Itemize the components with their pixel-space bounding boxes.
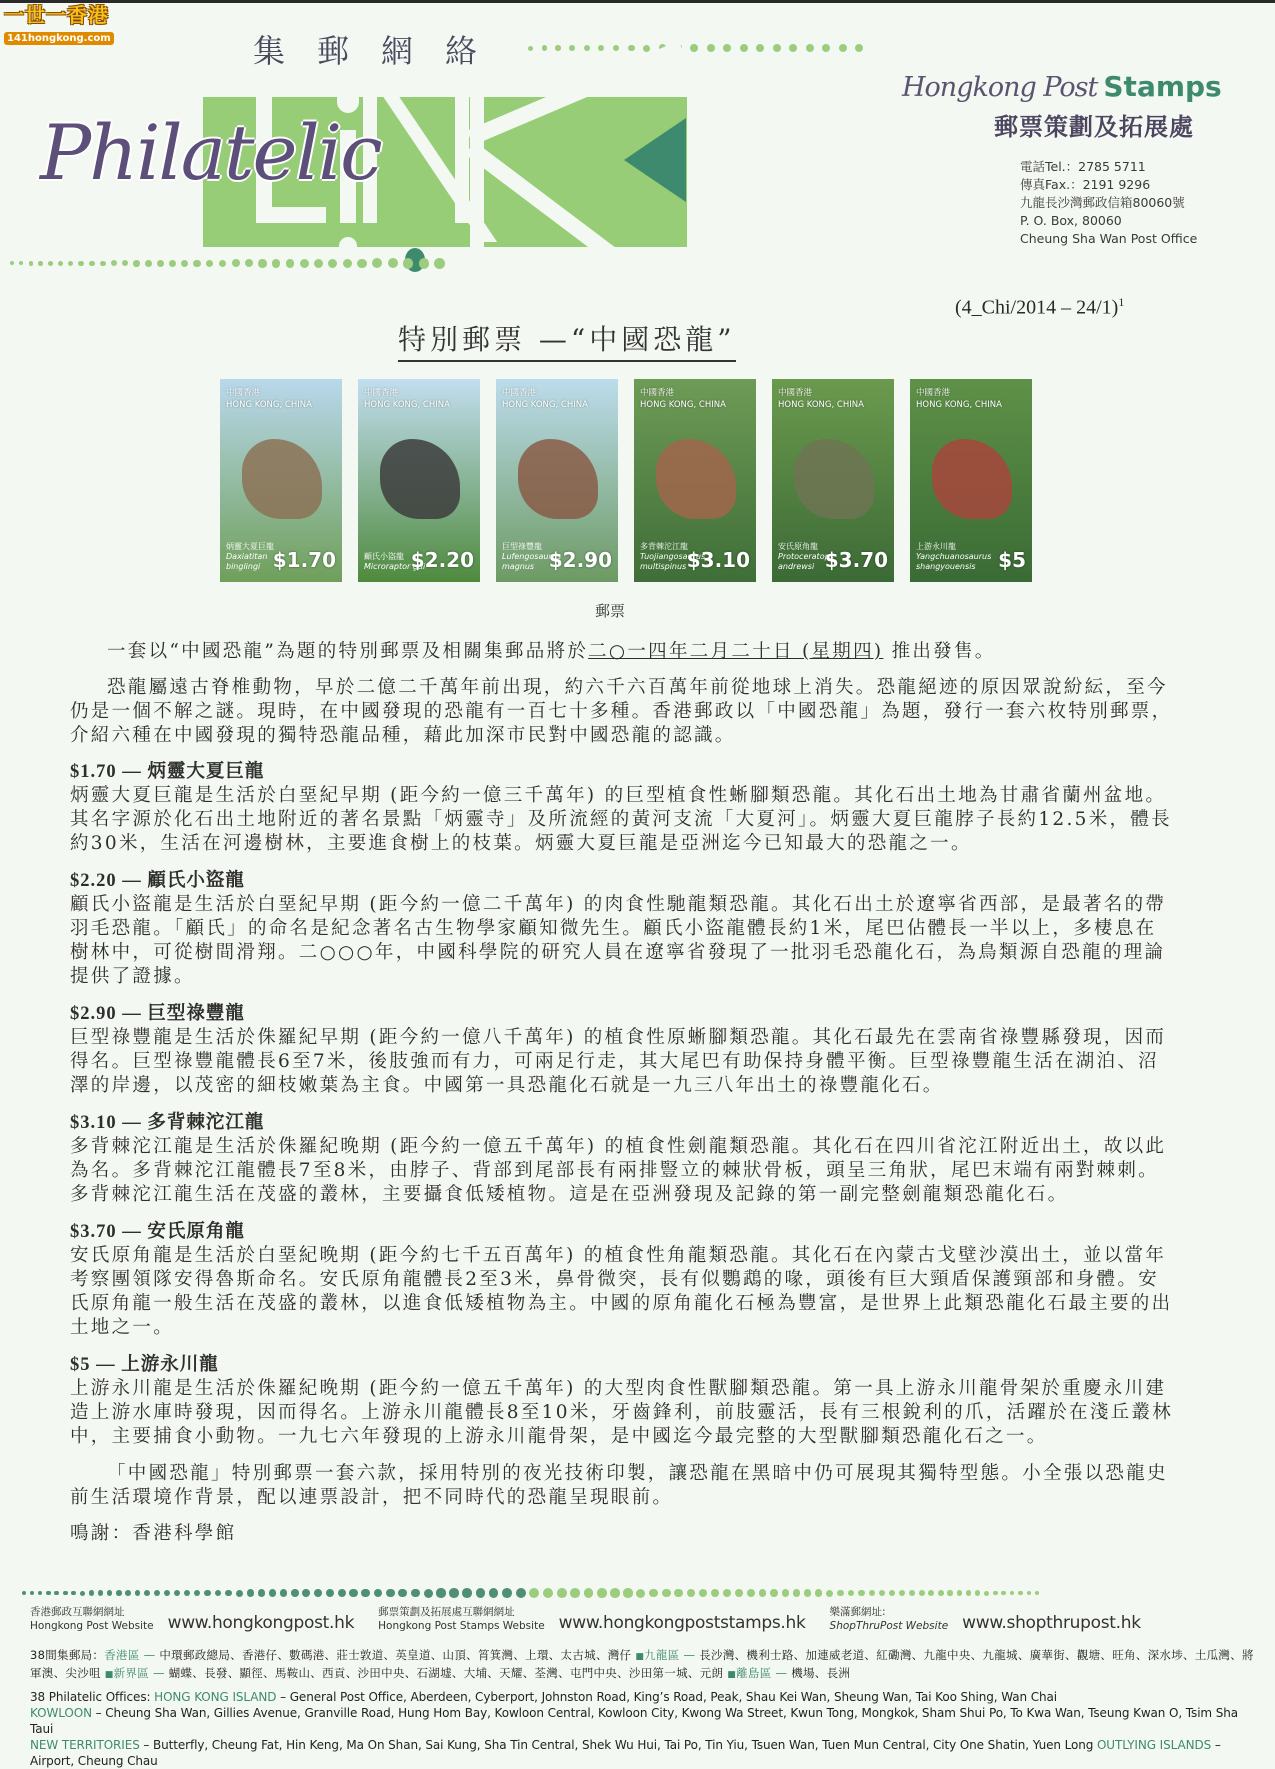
dot [58,261,63,266]
dot [78,261,83,266]
stamp-species: 巨型祿豐龍 Lufengosaurus magnus [502,542,561,571]
dot [291,1589,299,1597]
intro-text-end: 推出發售。 [883,641,996,662]
dot [145,260,152,267]
website-label: 香港郵政互聯網網址 Hongkong Post Website [30,1606,154,1632]
dot [928,1590,934,1596]
dot [462,1588,471,1597]
dot [858,1590,865,1597]
stamp-sections [70,760,1175,1449]
dot [68,261,73,266]
dot [38,261,43,266]
dot [674,1589,683,1598]
dot [372,258,382,268]
logo-letter-l-foot [256,207,326,223]
dot [169,260,176,267]
dot [557,1588,567,1598]
dot [154,1590,160,1596]
stamp [217,376,345,585]
dot [690,44,698,52]
logo-letter-k-stem [470,97,484,247]
stamp-species: 炳靈大夏巨龍 Daxiatitan binglingi [226,542,274,571]
dot [975,1590,980,1595]
dot [194,1590,201,1597]
logo-letter-n-right [455,97,469,223]
offices-cn-hk-label: 香港區 — [104,1648,156,1662]
dot [314,259,323,268]
stamp-region: 中國香港 HONG KONG, CHINA [778,388,864,410]
dot [879,1590,885,1596]
dot [204,1590,211,1597]
offices-en [30,1689,1260,1769]
dot [855,44,863,52]
logo-teal-triangle [624,118,686,202]
website-list [30,1605,1260,1633]
contact-block [1020,158,1197,248]
stamp-region: 中國香港 HONG KONG, CHINA [226,388,312,410]
dot [89,261,95,267]
dot [598,45,604,51]
dot [314,1589,322,1597]
dot [1027,1591,1031,1595]
stamp-value: $2.20 [410,548,474,572]
stamp-section [70,869,1175,989]
dot [225,1590,232,1597]
offices-en-nt-label: NEW TERRITORIES [30,1738,140,1752]
offices-cn-nt-label: 新界區 — [113,1666,165,1680]
dot [286,259,295,268]
dot [219,260,227,268]
intro-text: 一套以“中國恐龍”為題的特別郵票及相關集郵品將於 [107,641,589,662]
dot [723,44,731,52]
dot [662,1589,671,1598]
offices-cn-prefix: 38間集郵局： [30,1648,105,1662]
website-label: 樂滿郵網址: ShopThruPost Website [829,1606,949,1632]
contact-address-cn: 九龍長沙灣郵政信箱80060號 [1020,195,1185,210]
dot [570,1588,580,1598]
stamp-species: 顧氏小盜龍 Microraptor gui [364,552,426,571]
offices-en-oi: – Airport, Cheung Chau [30,1738,1221,1768]
watermark-url: 141hongkong.com [4,32,114,45]
dot [966,1590,971,1595]
dot [449,1588,458,1597]
section-heading: $3.10 — 多背棘沱江龍 [70,1113,265,1133]
offices-en-oi-label: OUTLYING ISLANDS [1096,1738,1212,1752]
dot [747,1589,755,1597]
watermark-text: 一世一香港 [4,3,109,27]
dot [643,45,650,52]
logo-script-text: Philatelic [40,108,381,197]
brand-italic: Hongkong Post [902,72,1098,103]
dot [236,1590,243,1597]
dot [326,1589,334,1597]
dot [687,1589,696,1598]
dot [181,260,188,267]
section-text: 安氏原角龍是生活於白堊紀晚期 (距今約七千五百萬年) 的植食性角龍類恐龍。其化石在內蒙古戈壁沙漠出土，並以當年考察團領隊安得魯斯命名。安氏原角龍體長2至3米，鼻骨微突，長有似鸚鵡的喙，頭後有巨大頸盾保護頸部和身體。安氏原角龍一般生活在茂盛的叢林，以進食低矮植物為主。中國的原角龍化石極為豐富，是世界上此類恐龍化石最主要的出土地之一。 [70,1245,1173,1338]
section-heading: $5 — 上游永川龍 [70,1355,219,1375]
watermark-logo [4,4,122,46]
dot [258,1589,265,1596]
section-heading: $3.70 — 安氏原角龍 [70,1222,245,1242]
brand-bold: Stamps [1103,70,1222,103]
dot [164,1590,170,1596]
dot [436,1588,445,1597]
issue-date: 二○一四年二月二十日 (星期四) [588,641,884,662]
dot [48,261,53,266]
dot [1010,1591,1015,1596]
acknowledgement: 鳴謝：香港科學館 [70,1523,237,1544]
offices-cn-oi: 機場、長洲 [787,1666,851,1680]
dot [735,1589,743,1597]
stamp-value: $1.70 [272,548,336,572]
dot [10,261,14,265]
offices-en-hk: – General Post Office, Aberdeen, Cyberport, Johnston Road, King’s Road, Peak, Shau Kei Wan, Sheung Wan, Tai Koo Shing, Wan Chai [276,1690,1057,1704]
dot [528,46,533,51]
dot [19,261,23,265]
dot [434,258,445,269]
stamp-section [70,1111,1175,1207]
dot [133,260,139,266]
stamp-species: 安氏原角龍 Protoceratops andrewsi [778,542,834,571]
dot [543,1588,553,1598]
dot [597,1588,606,1597]
stamp-species: 上游永川龍 Yangchuanosaurus shangyouensis [916,542,992,571]
section-text: 巨型祿豐龍是生活於侏羅紀早期 (距今約一億八千萬年) 的植食性原蜥腳類恐龍。其化石最先在雲南省祿豐縣發現，因而得名。巨型祿豐龍體長6至7米，後肢強而有力，可兩足行走，其大尾巴有助保持身體平衡。巨型祿豐龍生活在湖泊、沼澤的岸邊，以茂密的細枝嫩葉為主食。中國第一具恐龍化石就是一九三八年出土的祿豐龍化石。 [70,1027,1167,1096]
dot [947,1590,953,1596]
dot [302,1589,310,1597]
website-label: 郵票策劃及拓展處互聯網網址 Hongkong Post Stamps Website [378,1606,545,1632]
dot [610,1588,619,1597]
dot [328,259,337,268]
dot [984,1591,989,1596]
dot [29,261,33,265]
offices-en-prefix: 38 Philatelic Offices: [30,1690,155,1704]
square-bullet-icon: ■ [104,1670,114,1680]
dot [649,1589,658,1598]
dot [80,1591,85,1596]
dot [516,1588,526,1598]
contact-fax: 傳真Fax.：2191 9296 [1020,177,1151,192]
stamp [493,376,621,585]
dot [247,1589,254,1596]
dot [232,259,240,267]
dot [245,259,253,267]
dot [388,258,398,268]
stamp [907,376,1035,585]
dot [502,1588,512,1598]
square-bullet-icon: ■ [727,1670,737,1680]
dot [63,1591,68,1596]
dot [782,1589,790,1597]
reference-text: (4_Chi/2014 – 24/1) [955,296,1119,319]
brand-chinese: 郵票策劃及拓展處 [994,113,1194,141]
dot [424,1589,433,1598]
offices-cn-kln: 長沙灣、機利士路、加連威老道、紅磡灣、九龍中央、九龍城、廣華街、觀塘、旺角、深水埗、土瓜灣、將軍澳、尖沙咀 [30,1648,1254,1680]
dot [529,1588,539,1598]
dot [272,259,281,268]
dot [759,1589,767,1597]
header-title-cn: 集郵網絡 [253,32,510,70]
dot [789,44,797,52]
decorative-dot-row-top [528,44,872,52]
stamp-strip [217,376,1035,585]
offices-cn-oi-label: 離島區 — [736,1666,788,1680]
dot [993,1591,998,1596]
dot [206,260,214,268]
dot [613,45,620,52]
stamp-region: 中國香港 HONG KONG, CHINA [364,388,450,410]
dot [584,45,590,51]
dot [707,44,715,52]
section-heading: $2.90 — 巨型祿豐龍 [70,1004,245,1024]
dot [793,1589,800,1596]
dot [258,259,266,267]
contact-post-office: Cheung Sha Wan Post Office [1020,231,1198,246]
dot [938,1590,944,1596]
dot [723,1589,731,1597]
stamp-value: $3.70 [824,548,888,572]
dot [71,1591,76,1596]
dot [889,1590,895,1596]
dot [569,45,575,51]
dot [135,1590,141,1596]
offices-cn-kln-label: 九龍區 — [644,1648,696,1662]
intro-paragraph [70,640,1175,664]
dot [839,44,847,52]
dot [38,1591,42,1595]
top-border [0,0,1275,3]
stamp-region: 中國香港 HONG KONG, CHINA [916,388,1002,410]
stamp-value: $2.90 [548,548,612,572]
reference-number [955,295,1124,320]
dot [869,1590,876,1597]
stamp-value: $3.10 [686,548,750,572]
section-text: 顧氏小盜龍是生活於白堊紀早期 (距今約一億二千萬年) 的肉食性馳龍類恐龍。其化石出土於遼寧省西部，是最著名的帶羽毛恐龍。「顧氏」的命名是紀念著名古生物學家顧知微先生。顧氏小盜龍體長約1米，尾巴佔體長一半以上，多棲息在樹林中，可從樹間滑翔。二○○○年，中國科學院的研究人員在遼寧省發現了一批羽毛恐龍化石，為鳥類源自恐龍的理論提供了證據。 [70,894,1167,987]
dot [144,1590,150,1596]
dot [343,259,353,269]
decorative-dot-row-left [10,258,450,269]
dot [837,1590,844,1597]
dot [98,1590,103,1595]
dot [100,261,106,267]
section-text: 上游永川龍是生活於侏羅紀晚期 (距今約一億五千萬年) 的大型肉食性獸腳類恐龍。第一具上游永川龍骨架於重慶永川建造上游水庫時發現，因而得名。上游永川龍體長8至10米，牙齒鋒利，前肢靈活，長有三根銳利的爪，活躍於在淺丘叢林中，主要捕食小動物。一九七六年發現的上游永川龍骨架，是中國迄今最完整的大型獸腳類恐龍化石之一。 [70,1378,1174,1447]
brand-hongkong-post-stamps [902,70,1222,103]
dot [756,44,764,52]
dot [584,1588,594,1598]
contact-tel: 電話Tel.：2785 5711 [1020,159,1146,174]
dot [111,260,117,266]
document-body [70,640,1175,1558]
dot [699,1589,707,1597]
dot [46,1591,51,1596]
decorative-dot-row-footer [22,1588,1043,1598]
dot [54,1591,59,1596]
square-bullet-icon: ■ [635,1652,645,1662]
dot [30,1591,34,1595]
website-link[interactable]: www.hongkongpoststamps.hk [558,1613,806,1633]
logo-i-bottom-notch [339,237,357,257]
section-text: 多背棘沱江龍是生活於侏羅紀晚期 (距今約一億五千萬年) 的植食性劍龍類恐龍。其化石在四川省沱江附近出土，故以此為名。多背棘沱江龍體長7至8米，由脖子、背部到尾部長有兩排豎立的棘狀骨板，頭呈三角狀，尾巴末端有兩對棘刺。多背棘沱江龍生活在茂盛的叢林，主要攝食低矮植物。這是在亞洲發現及記錄的第一副完整劍龍類恐龍化石。 [70,1136,1167,1205]
section-heading: $1.70 — 炳靈大夏巨龍 [70,762,265,782]
dot [269,1589,276,1596]
dot [542,45,547,50]
footer [30,1605,1260,1769]
dot [89,1590,94,1595]
offices-en-nt: – Butterfly, Cheung Fat, Hin Keng, Ma On Shan, Sai Kung, Sha Tin Central, Shek Wu Hui, Tai Po, Tin Yiu, Tsuen Wan, Tuen Mun Central, City One Shatin, Yuen Long [139,1738,1097,1752]
dot [822,44,830,52]
stamp-region: 中國香港 HONG KONG, CHINA [502,388,588,410]
dot [623,1588,632,1597]
dot [184,1590,190,1596]
stamp-section [70,1002,1175,1098]
dot [386,1589,395,1598]
dot [398,1589,407,1598]
stamp-species: 多背棘沱江龍 Tuojiangosaurus multispinus [640,542,706,571]
background-paragraph: 恐龍屬遠古脊椎動物，早於二億二千萬年前出現，約六千六百萬年前從地球上消失。恐龍絕迹的原因眾說紛紜，至今仍是一個不解之謎。現時，在中國發現的恐龍有一百七十多種。香港郵政以「中國恐龍」為題，發行一套六枚特別郵票，介紹六種在中國發現的獨特恐龍品種，藉此加深市民對中國恐龍的認識。 [70,677,1173,746]
stamp [631,376,759,585]
dot [628,45,635,52]
dot [107,1590,112,1595]
dot [174,1590,180,1596]
dot [711,1589,719,1597]
dot [419,258,430,269]
dot [909,1590,915,1596]
dot [403,258,413,268]
dot [361,1589,369,1597]
offices-cn-nt: 蝴蝶、長發、顯徑、馬鞍山、西貢、沙田中央、石湖墟、大埔、天耀、荃灣、屯門中央、沙田第一城、元朗 [164,1666,724,1680]
contact-po-box: P. O. Box, 80060 [1020,213,1122,228]
offices-en-kln-label: KOWLOON [30,1706,92,1720]
website-link[interactable]: www.hongkongpost.hk [167,1613,355,1633]
stamp-region: 中國香港 HONG KONG, CHINA [640,388,726,410]
dot [349,1589,357,1597]
dot [804,1589,811,1596]
dot [476,1588,486,1598]
dot [826,1590,833,1597]
dot [848,1590,855,1597]
dot [815,1589,822,1596]
offices-en-hk-label: HONG KONG ISLAND [154,1690,277,1704]
website-link[interactable]: www.shopthrupost.hk [962,1613,1141,1633]
dot [411,1589,420,1598]
reference-sup: 1 [1118,295,1125,309]
stamp-value: $5 [998,548,1026,572]
section-heading: $2.20 — 顧氏小盜龍 [70,871,245,891]
stamp-section [70,1353,1175,1449]
dot [489,1588,499,1598]
dot [357,259,367,269]
section-text: 炳靈大夏巨龍是生活於白堊紀早期 (距今約一億三千萬年) 的巨型植食性蜥腳類恐龍。其化石出土地為甘肅省蘭州盆地。其名字源於化石出土地附近的著名景點「炳靈寺」及所流經的黃河支流「大夏河」。炳靈大夏巨龍脖子長約12.5米，體長約30米，生活在河邊樹林，主要進食樹上的枝葉。炳靈大夏巨龍是亞洲迄今已知最大的恐龍之一。 [70,785,1172,854]
dot [215,1590,222,1597]
dot [300,259,309,268]
dot [636,1589,645,1598]
dot [280,1589,288,1597]
stamp-section [70,760,1175,856]
dot [116,1590,122,1596]
dot [1018,1591,1023,1596]
dot [806,44,814,52]
dot [22,1591,26,1595]
dot [1001,1591,1006,1596]
offices-cn [30,1647,1260,1683]
stamp-section [70,1220,1175,1340]
dot [555,45,561,51]
dot [125,1590,131,1596]
dot [770,1589,778,1597]
closing-paragraph: 「中國恐龍」特別郵票一套六款，採用特別的夜光技術印製，讓恐龍在黑暗中仍可展現其獨特型態。小全張以恐龍史前生活環境作背景，配以連票設計，把不同時代的恐龍呈現眼前。 [70,1463,1168,1508]
dot [193,260,200,267]
dot [157,260,164,267]
dot [957,1590,962,1595]
dot [338,1589,346,1597]
dot [740,44,748,52]
document-title: 特別郵票 —“中國恐龍” [398,318,736,362]
stamp [355,376,483,585]
dot [919,1590,925,1596]
offices-en-kln: – Cheung Sha Wan, Gillies Avenue, Granville Road, Hung Hom Bay, Kowloon Central, Kowloon City, Kwong Wa Street, Kwun Tong, Mongkok, Sham Shui Po, To Kwa Wan, Tseung Kwan O, Tsim Sha Taui [30,1706,1239,1736]
offices-cn-hk: 中環郵政總局、香港仔、數碼港、莊士敦道、英皇道、山頂、筲箕灣、上環、太古城、灣仔 [155,1648,632,1662]
dot [899,1590,905,1596]
stamp-caption: 郵票 [595,602,626,620]
dot [773,44,781,52]
dot [374,1589,383,1598]
stamp [769,376,897,585]
dot [1035,1591,1039,1595]
dot [122,260,128,266]
